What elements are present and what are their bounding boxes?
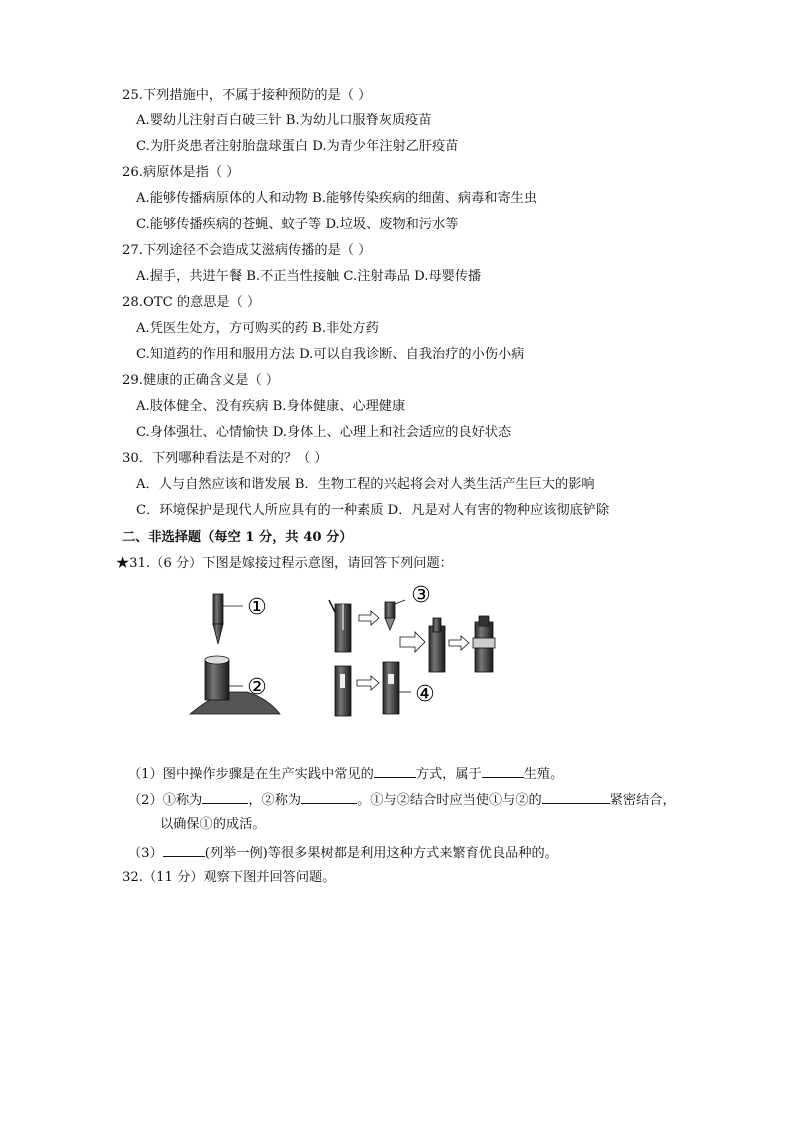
question-31-sub-2-cont: 以确保①的成活。: [160, 817, 266, 832]
arrow-icon: [449, 636, 469, 650]
question-28-stem: 28.OTC 的意思是（ ）: [122, 295, 261, 310]
question-29-options-cd: C.身体强壮、心情愉快 D.身体上、心理上和社会适应的良好状态: [136, 425, 512, 440]
question-25-stem: 25.下列措施中，不属于接种预防的是（ ）: [122, 88, 372, 103]
section-2-title: 二、非选择题（每空 1 分，共 40 分）: [122, 530, 353, 545]
arrow-icon: [400, 632, 425, 652]
question-25-options-cd: C.为肝炎患者注射胎盘球蛋白 D.为青少年注射乙肝疫苗: [136, 139, 459, 154]
answer-blank[interactable]: [374, 764, 416, 778]
cleft-stock-drawing: [329, 600, 351, 652]
question-30-options-cd: C．环境保护是现代人所应具有的一种素质 D．凡是对人有害的物种应该彻底铲除: [136, 503, 610, 518]
wedge-scion-drawing: [385, 600, 405, 630]
question-27-stem: 27.下列途径不会造成艾滋病传播的是（ ）: [122, 243, 372, 258]
question-32-stem: 32.（11 分）观察下图并回答问题。: [122, 870, 336, 885]
answer-blank[interactable]: [202, 790, 248, 804]
question-31-sub-1: （1）图中操作步骤是在生产实践中常见的 方式，属于 生殖。: [128, 764, 563, 784]
grafting-diagram: [185, 582, 515, 722]
question-30-stem: 30．下列哪种看法是不对的？（ ）: [122, 451, 328, 466]
label-2: ②: [247, 675, 267, 700]
question-26-stem: 26.病原体是指（ ）: [122, 165, 240, 180]
question-25-options-ab: A.婴幼儿注射百白破三针 B.为幼儿口服脊灰质疫苗: [136, 113, 432, 128]
question-29-options-ab: A.肢体健全、没有疾病 B.身体健康、心理健康: [136, 399, 406, 414]
question-29-stem: 29.健康的正确含义是（ ）: [122, 373, 280, 388]
label-4: ④: [415, 682, 435, 707]
answer-blank[interactable]: [301, 790, 357, 804]
bud-graft-drawing: [383, 662, 411, 714]
bark-stock-drawing: [335, 666, 351, 716]
scion-drawing: [213, 594, 243, 644]
answer-blank[interactable]: [163, 843, 205, 857]
question-28-options-ab: A.凭医生处方，方可购买的药 B.非处方药: [136, 321, 379, 336]
question-26-options-ab: A.能够传播病原体的人和动物 B.能够传染疾病的细菌、病毒和寄生虫: [136, 191, 538, 206]
question-31-sub-2: （2）①称为 ，②称为 。①与②结合时应当使①与②的 紧密结合，: [128, 790, 676, 810]
arrow-icon: [359, 611, 379, 625]
answer-blank[interactable]: [542, 790, 610, 804]
label-1: ①: [247, 595, 267, 620]
question-30-options-ab: A．人与自然应该和谐发展 B．生物工程的兴起将会对人类生活产生巨大的影响: [136, 477, 595, 492]
question-28-options-cd: C.知道药的作用和服用方法 D.可以自我诊断、自我治疗的小伤小病: [136, 347, 525, 362]
answer-blank[interactable]: [482, 764, 524, 778]
question-26-options-cd: C.能够传播疾病的苍蝇、蚊子等 D.垃圾、废物和污水等: [136, 217, 459, 232]
question-31-sub-3: （3） (列举一例)等很多果树都是利用这种方式来繁育优良品种的。: [128, 843, 558, 863]
label-3: ③: [411, 583, 431, 608]
question-27-options: A.握手，共进午餐 B.不正当性接触 C.注射毒品 D.母婴传播: [136, 269, 482, 284]
question-31-stem: ★31.（6 分）下图是嫁接过程示意图，请回答下列问题：: [116, 556, 453, 571]
bound-graft-drawing: [473, 616, 495, 672]
joined-graft-drawing: [429, 618, 445, 672]
arrow-icon: [357, 676, 379, 690]
